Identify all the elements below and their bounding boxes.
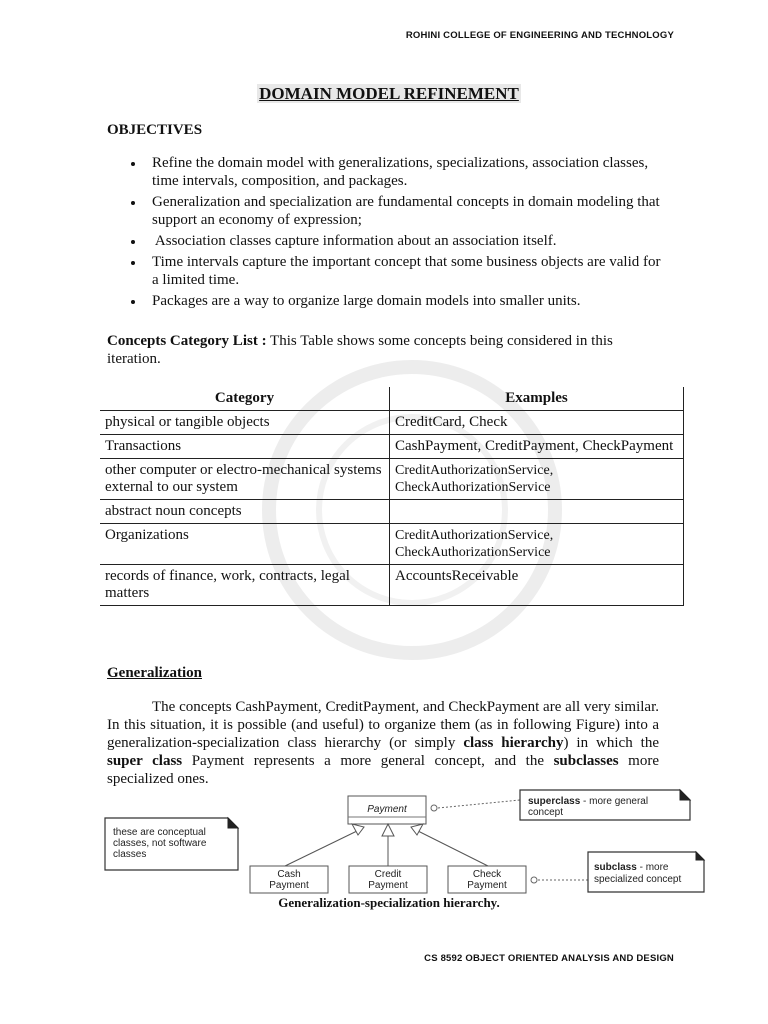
note-text: - more general	[580, 796, 649, 807]
paragraph-text: Payment represents a more general concept, and the	[182, 753, 554, 769]
class-name: Check	[472, 869, 502, 880]
table-cell: physical or tangible objects	[100, 411, 390, 435]
note-text: concept	[528, 807, 564, 818]
generalization-paragraph	[107, 698, 659, 788]
svg-text:subclass - more	[594, 862, 669, 873]
column-header: Examples	[390, 387, 684, 411]
concepts-text: This Table shows some concepts being considered in this iteration.	[107, 333, 613, 367]
svg-text:superclass - more general	[528, 796, 648, 807]
table-cell: CreditCard, Check	[390, 411, 684, 435]
class-box-credit-payment	[349, 866, 427, 893]
class-box-check-payment	[448, 866, 526, 893]
list-item: Generalization and specialization are fundamental concepts in domain modeling that support an economy of expression;	[107, 193, 667, 229]
page-footer: CS 8592 OBJECT ORIENTED ANALYSIS AND DESIGN	[424, 953, 674, 964]
note-left-line: these are conceptual	[113, 827, 206, 838]
class-name: Payment	[467, 880, 507, 891]
note-left	[105, 818, 238, 870]
bold-term: subclasses	[553, 753, 619, 769]
paragraph-text: The concepts CashPayment, CreditPayment, and CheckPayment are all very similar. In this situation, it is possible (and useful) to organize them (as in following Figure) into a generalization-specialization class hierarchy (or simply	[107, 699, 659, 751]
column-header: Category	[100, 387, 390, 411]
concepts-intro	[107, 332, 647, 368]
table-cell	[390, 500, 684, 524]
list-item: Time intervals capture the important concept that some business objects are valid for a limited time.	[107, 253, 667, 289]
note-text: specialized concept	[594, 874, 682, 885]
table-cell: abstract noun concepts	[100, 500, 390, 524]
list-item: Refine the domain model with generalizations, specializations, association classes, time intervals, composition, and packages.	[107, 154, 667, 190]
note-bold: superclass	[528, 796, 581, 807]
note-bold: subclass	[594, 862, 637, 873]
class-hierarchy-diagram	[100, 786, 710, 896]
class-name: Payment	[368, 880, 408, 891]
class-name: Payment	[269, 880, 309, 891]
table-row	[100, 524, 684, 565]
list-item: Association classes capture information about an association itself.	[107, 232, 667, 250]
concepts-label: Concepts Category List :	[107, 333, 267, 349]
paragraph-text: more specialized ones.	[107, 753, 659, 787]
page-title-text: DOMAIN MODEL REFINEMENT	[259, 84, 519, 103]
inheritance-arrows	[285, 824, 488, 866]
objectives-heading: OBJECTIVES	[107, 122, 203, 138]
generalization-heading: Generalization	[107, 665, 202, 681]
class-box-cash-payment	[250, 866, 328, 893]
table-cell: Organizations	[100, 524, 390, 565]
table-row	[100, 411, 684, 435]
table-header-row	[100, 387, 684, 411]
objectives-list	[107, 154, 667, 313]
figure-caption: Generalization-specialization hierarchy.	[278, 895, 500, 910]
note-left-line: classes	[113, 849, 147, 860]
note-text: - more	[636, 862, 669, 873]
bold-term: class hierarchy	[463, 735, 564, 751]
table-cell: CreditAuthorizationService, CheckAuthorizationService	[390, 524, 684, 565]
paragraph-text: ) in which the	[563, 735, 659, 751]
note-subclass	[588, 852, 704, 892]
table-row	[100, 565, 684, 606]
table-cell: CashPayment, CreditPayment, CheckPayment	[390, 435, 684, 459]
page-header: ROHINI COLLEGE OF ENGINEERING AND TECHNOLOGY	[405, 30, 674, 41]
bold-term: super class	[107, 753, 183, 769]
page-title	[0, 84, 768, 104]
note-superclass	[520, 790, 690, 820]
list-item: Packages are a way to organize large domain models into smaller units.	[107, 292, 667, 310]
class-name: Payment	[367, 804, 407, 815]
table-cell: CreditAuthorizationService, CheckAuthorizationService	[390, 459, 684, 500]
table-row	[100, 459, 684, 500]
table-cell: other computer or electro-mechanical systems external to our system	[100, 459, 390, 500]
table-cell: records of finance, work, contracts, legal matters	[100, 565, 390, 606]
table-row	[100, 500, 684, 524]
class-name: Credit	[374, 869, 402, 880]
class-name: Cash	[277, 869, 301, 880]
class-box-payment	[348, 796, 426, 824]
table-cell: AccountsReceivable	[390, 565, 684, 606]
concepts-category-table	[100, 387, 684, 606]
note-left-line: classes, not software	[113, 838, 207, 849]
table-row	[100, 435, 684, 459]
table-cell: Transactions	[100, 435, 390, 459]
